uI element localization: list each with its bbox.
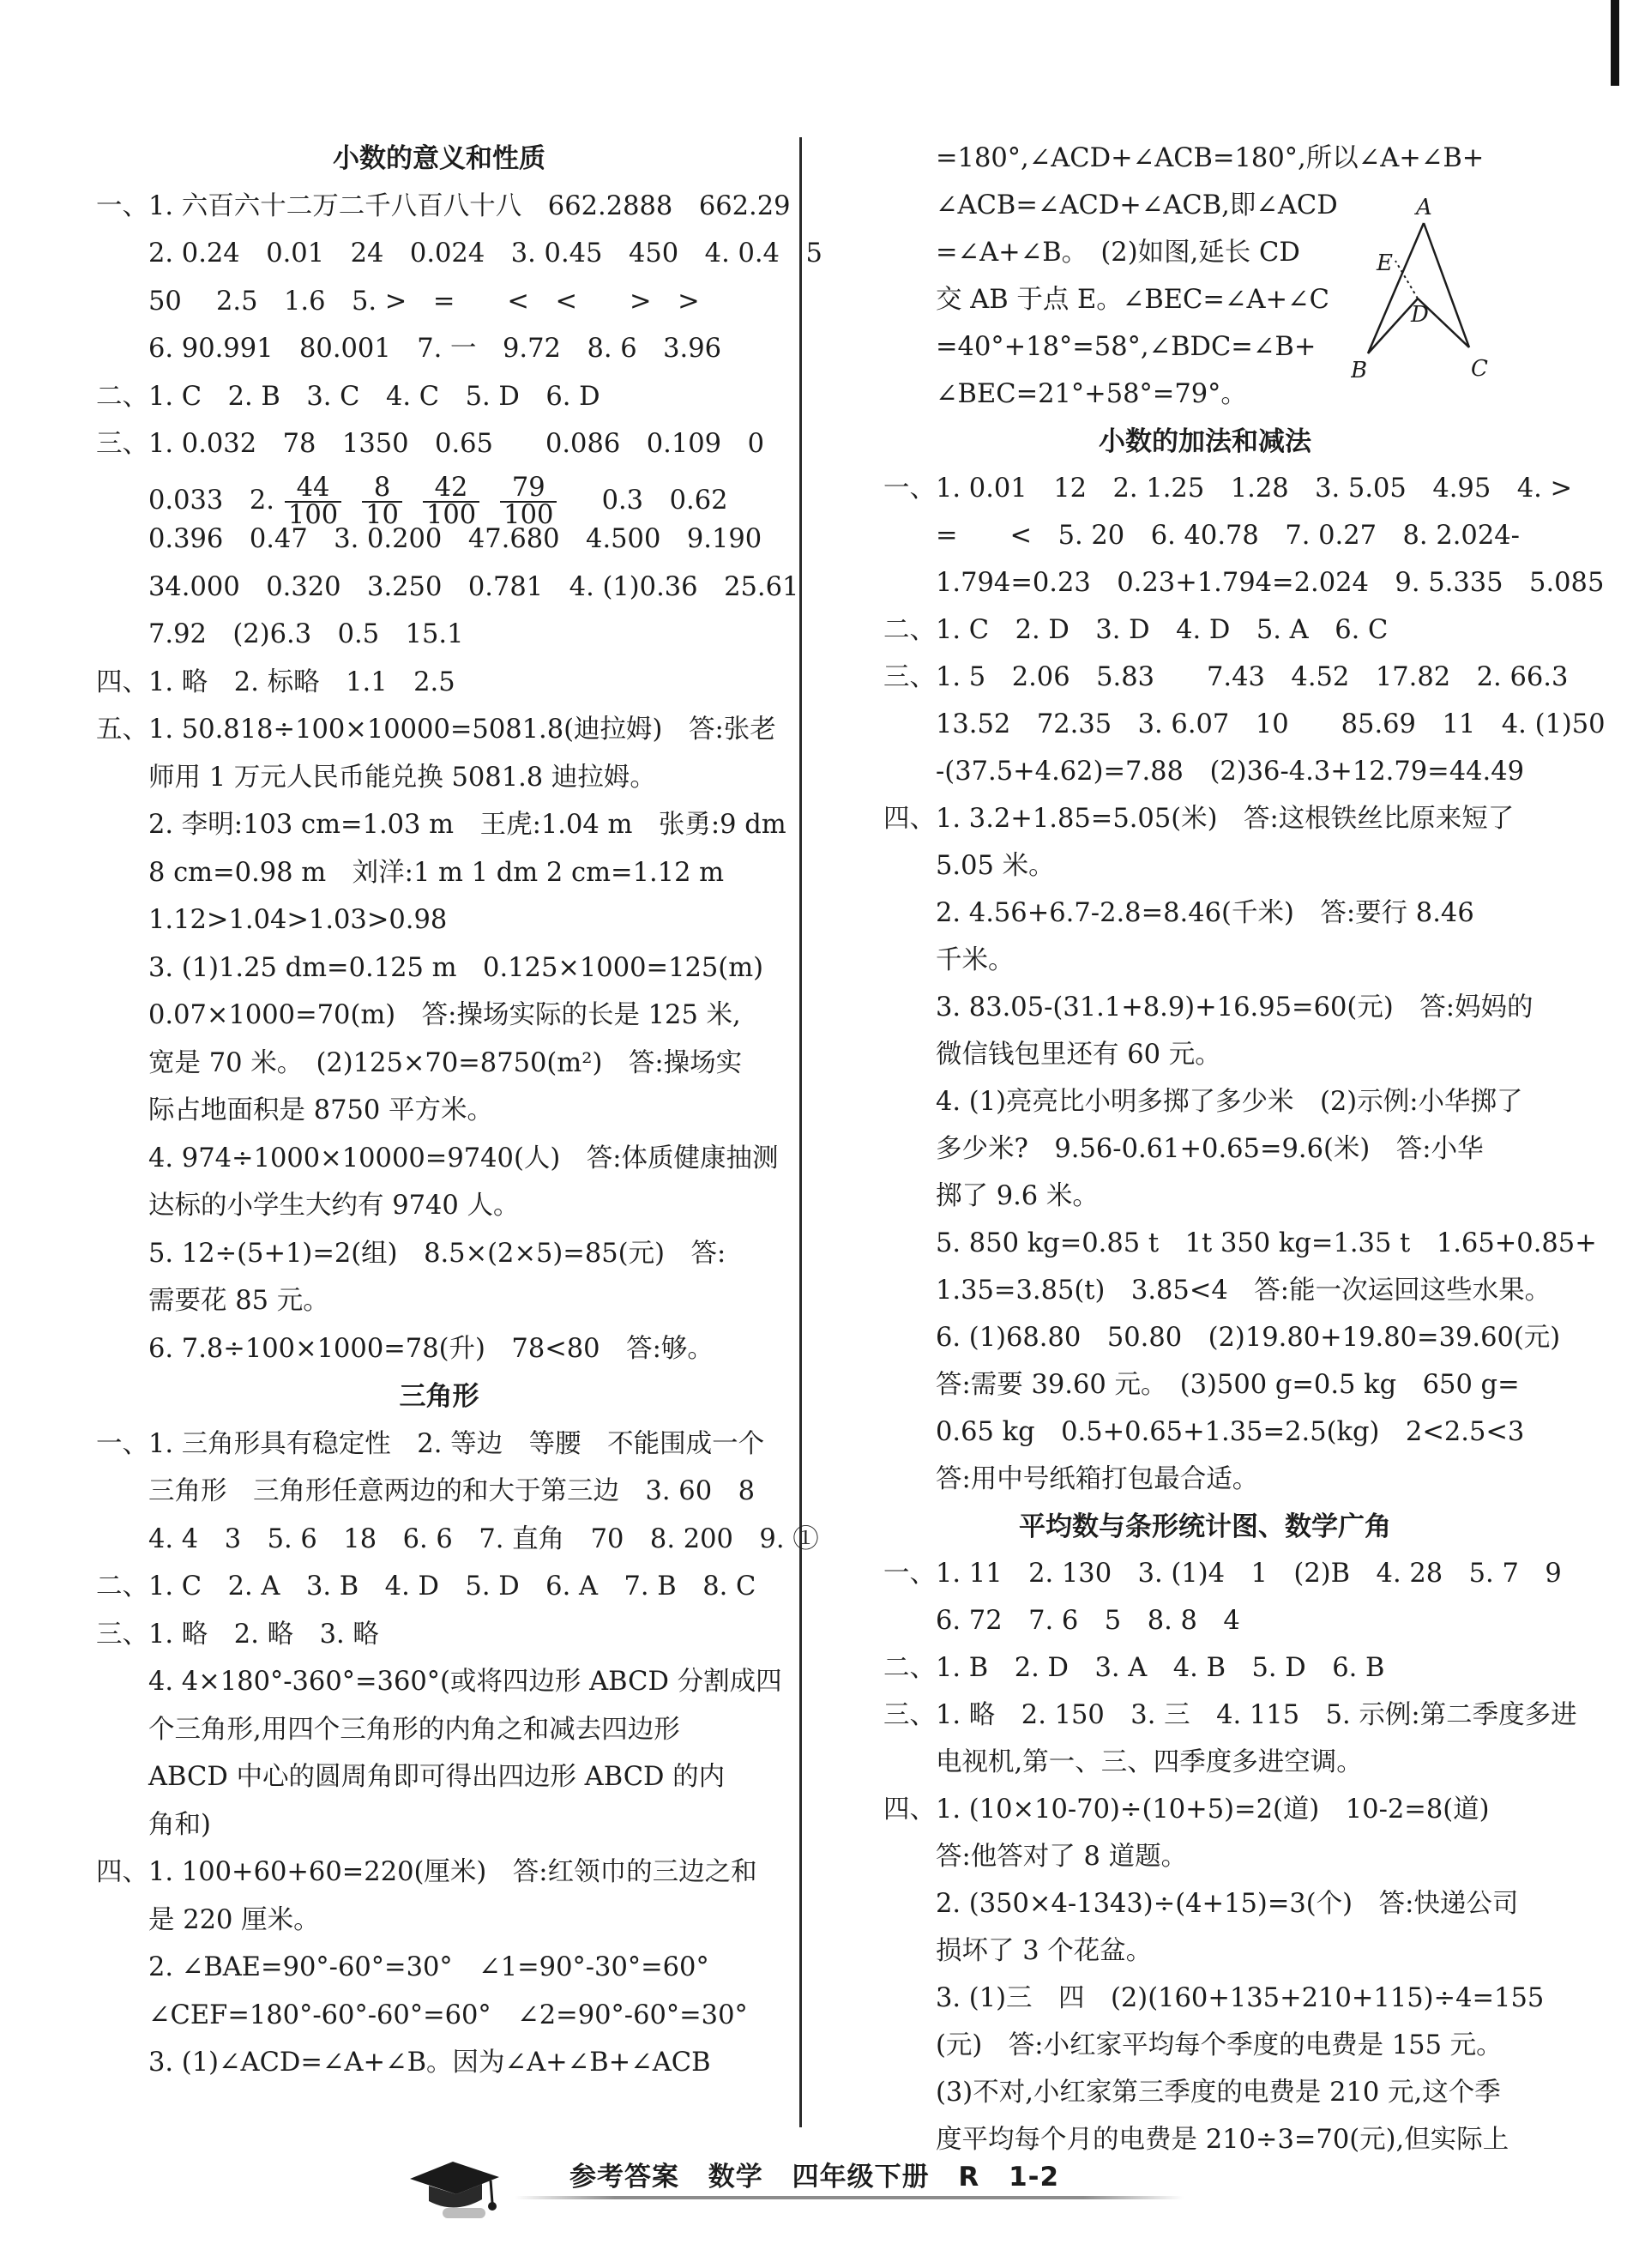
section-title: 小数的意义和性质 bbox=[333, 143, 545, 174]
answer-line: 四、1. (10×10-70)÷(10+5)=2(道) 10-2=8(道) bbox=[883, 1794, 1490, 1825]
answer-line: 度平均每个月的电费是 210÷3=70(元),但实际上 bbox=[883, 2125, 1509, 2155]
answer-line: = < 5. 20 6. 40.78 7. 0.27 8. 2.024- bbox=[883, 521, 1520, 551]
answer-line: 一、1. 11 2. 130 3. (1)4 1 (2)B 4. 28 5. 7 9 bbox=[883, 1559, 1562, 1589]
answer-line: 千米。 bbox=[883, 945, 1015, 975]
footer-subject: 数学 bbox=[708, 2162, 763, 2193]
figure-label-a: A bbox=[1416, 195, 1432, 220]
answer-line: 损坏了 3 个花盆。 bbox=[883, 1936, 1153, 1966]
answer-line: 1.794=0.23 0.23+1.794=2.024 9. 5.335 5.085 bbox=[883, 568, 1605, 598]
answer-line: 6. (1)68.80 50.80 (2)19.80+19.80=39.60(元) bbox=[883, 1323, 1561, 1353]
answer-line: 3. (1)三 四 (2)(160+135+210+115)÷4=155 bbox=[883, 1983, 1545, 2013]
figure-label-e: E bbox=[1377, 250, 1393, 276]
answer-line: 交 AB 于点 E。∠BEC=∠A+∠C bbox=[883, 285, 1329, 315]
answer-line: 五、1. 50.818÷100×10000=5081.8(迪拉姆) 答:张老 bbox=[96, 715, 776, 745]
figure-line-ac bbox=[1424, 223, 1469, 347]
answer-line: 5.05 米。 bbox=[883, 851, 1055, 881]
fraction: $\frac{44}{100}$ bbox=[285, 475, 341, 528]
answer-line: 一、1. 六百六十二万二千八百八十八 662.2888 662.29 bbox=[96, 190, 791, 221]
figure-label-d: D bbox=[1411, 302, 1429, 328]
answer-line: 三角形 三角形任意两边的和大于第三边 3. 60 8 bbox=[96, 1476, 756, 1506]
answer-line: ∠CEF=180°-60°-60°=60° ∠2=90°-60°=30° bbox=[96, 2000, 748, 2030]
edge-bar bbox=[1611, 0, 1619, 86]
answer-line: ABCD 中心的圆周角即可得出四边形 ABCD 的内 bbox=[96, 1762, 726, 1792]
answer-line: ∠BEC=21°+58°=79°。 bbox=[883, 379, 1247, 409]
answer-line: 四、1. 100+60+60=220(厘米) 答:红领巾的三边之和 bbox=[96, 1857, 757, 1887]
footer-title: 参考答案 bbox=[569, 2162, 679, 2193]
answer-line: 宽是 70 米。 (2)125×70=8750(m²) 答:操场实 bbox=[96, 1047, 743, 1078]
answer-line: 二、1. C 2. A 3. B 4. D 5. D 6. A 7. B 8. C bbox=[96, 1571, 756, 1601]
triangle-figure bbox=[1351, 189, 1505, 386]
figure-label-c: C bbox=[1471, 356, 1488, 382]
answer-line: 际占地面积是 8750 平方米。 bbox=[96, 1095, 494, 1125]
fraction: $\frac{42}{100}$ bbox=[423, 475, 479, 528]
answer-line: 三、1. 略 2. 略 3. 略 bbox=[96, 1619, 379, 1650]
answer-line: 5. 850 kg=0.85 t 1t 350 kg=1.35 t 1.65+0.85+ bbox=[883, 1228, 1597, 1258]
answer-line: 一、1. 三角形具有稳定性 2. 等边 等腰 不能围成一个 bbox=[96, 1428, 765, 1459]
answer-line: 答:需要 39.60 元。 (3)500 g=0.5 kg 650 g= bbox=[883, 1370, 1520, 1400]
footer-rule bbox=[515, 2196, 1184, 2199]
answer-line: 0.07×1000=70(m) 答:操场实际的长是 125 米, bbox=[96, 1000, 741, 1030]
answer-line: 答:他答对了 8 道题。 bbox=[883, 1842, 1188, 1872]
answer-line: 三、1. 5 2.06 5.83 7.43 4.52 17.82 2. 66.3 bbox=[883, 662, 1569, 692]
fraction: $\frac{79}{100}$ bbox=[500, 475, 557, 528]
answer-line: 多少米? 9.56-0.61+0.65=9.6(米) 答:小华 bbox=[883, 1134, 1484, 1164]
section-title: 小数的加法和减法 bbox=[1099, 426, 1311, 457]
answer-line: 需要花 85 元。 bbox=[96, 1286, 329, 1316]
column-divider bbox=[799, 137, 802, 2127]
answer-line: 师用 1 万元人民币能兑换 5081.8 迪拉姆。 bbox=[96, 762, 656, 793]
answer-line: =180°,∠ACD+∠ACB=180°,所以∠A+∠B+ bbox=[883, 143, 1485, 173]
answer-line: 2. 0.24 0.01 24 0.024 3. 0.45 450 4. 0.4 5 bbox=[96, 238, 822, 268]
answer-line: (3)不对,小红家第三季度的电费是 210 元,这个季 bbox=[883, 2078, 1501, 2108]
answer-line: 电视机,第一、三、四季度多进空调。 bbox=[883, 1747, 1363, 1777]
fraction: $\frac{8}{10}$ bbox=[362, 475, 402, 528]
answer-line: 四、1. 略 2. 标略 1.1 2.5 bbox=[96, 667, 455, 697]
graduation-cap-icon bbox=[403, 2146, 506, 2225]
footer-grade: 四年级下册 bbox=[792, 2162, 930, 2193]
answer-line: (元) 答:小红家平均每个季度的电费是 155 元。 bbox=[883, 2030, 1503, 2060]
section-title: 三角形 bbox=[399, 1381, 479, 1412]
answer-line: 答:用中号纸箱打包最合适。 bbox=[883, 1464, 1259, 1494]
answer-line: 微信钱包里还有 60 元。 bbox=[883, 1040, 1221, 1070]
answer-line: 0.65 kg 0.5+0.65+1.35=2.5(kg) 2<2.5<3 bbox=[883, 1417, 1525, 1447]
answer-line: =∠A+∠B。 (2)如图,延长 CD bbox=[883, 238, 1300, 268]
answer-line: 4. 4×180°-360°=360°(或将四边形 ABCD 分割成四 bbox=[96, 1667, 782, 1697]
answer-line: 0.396 0.47 3. 0.200 47.680 4.500 9.190 bbox=[96, 524, 762, 554]
answer-line: 是 220 厘米。 bbox=[96, 1904, 320, 1935]
answer-line: 2. ∠BAE=90°-60°=30° ∠1=90°-30°=60° bbox=[96, 1952, 709, 1982]
answer-line: 2. (350×4-1343)÷(4+15)=3(个) 答:快递公司 bbox=[883, 1889, 1519, 1919]
footer-page: 1-2 bbox=[1009, 2162, 1060, 2193]
answer-line: 2. 4.56+6.7-2.8=8.46(千米) 答:要行 8.46 bbox=[883, 898, 1474, 928]
footer-edition: R bbox=[958, 2162, 980, 2193]
answer-line: 角和) bbox=[96, 1809, 211, 1840]
section-title: 平均数与条形统计图、数学广角 bbox=[1019, 1511, 1391, 1542]
answer-line: 8 cm=0.98 m 刘洋:1 m 1 dm 2 cm=1.12 m bbox=[96, 857, 725, 888]
answer-line: 二、1. B 2. D 3. A 4. B 5. D 6. B bbox=[883, 1653, 1385, 1683]
answer-line: 三、1. 略 2. 150 3. 三 4. 115 5. 示例:第二季度多进 bbox=[883, 1700, 1577, 1730]
answer-line: 二、1. C 2. B 3. C 4. C 5. D 6. D bbox=[96, 381, 600, 412]
answer-line: 四、1. 3.2+1.85=5.05(米) 答:这根铁丝比原来短了 bbox=[883, 804, 1515, 834]
answer-line: 6. 72 7. 6 5 8. 8 4 bbox=[883, 1606, 1240, 1636]
answer-line: 50 2.5 1.6 5. > = < < > > bbox=[96, 286, 700, 317]
answer-line: 13.52 72.35 3. 6.07 10 85.69 11 4. (1)50 bbox=[883, 709, 1606, 739]
answer-line: 达标的小学生大约有 9740 人。 bbox=[96, 1191, 520, 1221]
answer-line: 4. 974÷1000×10000=9740(人) 答:体质健康抽测 bbox=[96, 1143, 779, 1173]
answer-line: -(37.5+4.62)=7.88 (2)36-4.3+12.79=44.49 bbox=[883, 757, 1525, 787]
answer-line: 7.92 (2)6.3 0.5 15.1 bbox=[96, 619, 464, 649]
answer-line: 0.033 2. $\frac{44}{100}$ $\frac{8}{10}$ $\frac{42}{100}$ $\frac{79}{100}$ 0.3 0.62 bbox=[96, 472, 728, 530]
answer-line: 掷了 9.6 米。 bbox=[883, 1181, 1099, 1211]
footer-label bbox=[569, 2155, 1078, 2193]
answer-line: 4. 4 3 5. 6 18 6. 6 7. 直角 70 8. 200 9. ① bbox=[96, 1523, 819, 1554]
answer-line: 5. 12÷(5+1)=2(组) 8.5×(2×5)=85(元) 答: bbox=[96, 1238, 726, 1269]
answer-line: 34.000 0.320 3.250 0.781 4. (1)0.36 25.61 bbox=[96, 571, 799, 602]
figure-label-b: B bbox=[1351, 358, 1368, 383]
answer-line: ∠ACB=∠ACD+∠ACB,即∠ACD bbox=[883, 190, 1338, 220]
answer-line: 6. 90.991 80.001 7. 一 9.72 8. 6 3.96 bbox=[96, 334, 722, 364]
answer-line: 一、1. 0.01 12 2. 1.25 1.28 3. 5.05 4.95 4. > bbox=[883, 474, 1573, 504]
answer-line: 3. (1)1.25 dm=0.125 m 0.125×1000=125(m) bbox=[96, 952, 764, 983]
answer-line: 个三角形,用四个三角形的内角之和减去四边形 bbox=[96, 1714, 680, 1745]
answer-line: 3. 83.05-(31.1+8.9)+16.95=60(元) 答:妈妈的 bbox=[883, 992, 1534, 1022]
answer-line: =40°+18°=58°,∠BDC=∠B+ bbox=[883, 332, 1317, 362]
answer-line: 4. (1)亮亮比小明多掷了多少米 (2)示例:小华掷了 bbox=[883, 1087, 1523, 1117]
figure-line-ab bbox=[1368, 223, 1424, 353]
answer-line: 3. (1)∠ACD=∠A+∠B。因为∠A+∠B+∠ACB bbox=[96, 2048, 711, 2078]
answer-line: 6. 7.8÷100×1000=78(升) 78<80 答:够。 bbox=[96, 1333, 714, 1364]
answer-line: 三、1. 0.032 78 1350 0.65 0.086 0.109 0 bbox=[96, 429, 764, 459]
answer-line: 1.35=3.85(t) 3.85<4 答:能一次运回这些水果。 bbox=[883, 1276, 1552, 1306]
answer-line: 二、1. C 2. D 3. D 4. D 5. A 6. C bbox=[883, 615, 1389, 645]
answer-line: 2. 李明:103 cm=1.03 m 王虎:1.04 m 张勇:9 dm bbox=[96, 810, 786, 840]
answer-line: 1.12>1.04>1.03>0.98 bbox=[96, 905, 448, 935]
